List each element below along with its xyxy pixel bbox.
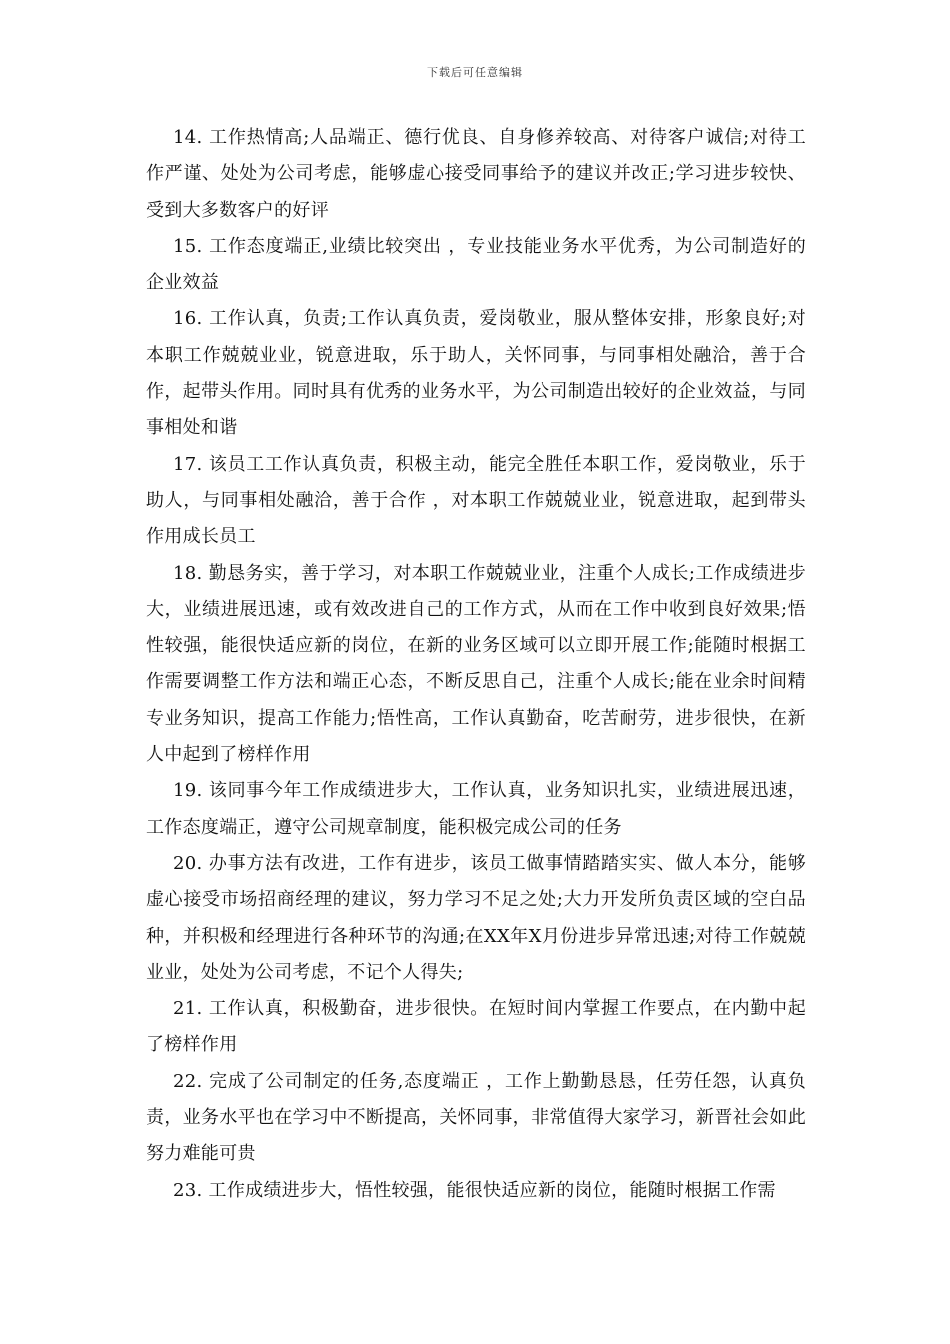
paragraph-14: 14. 工作热情高;人品端正、德行优良、自身修养较高、对待客户诚信;对待工作严谨、处处为公司考虑，能够虚心接受同事给予的建议并改正;学习进步较快、受到大多数客户的好评 (146, 127, 806, 221)
page-header: 下载后可任意编辑 (427, 66, 523, 79)
paragraph-21: 21. 工作认真，积极勤奋，进步很快。在短时间内掌握工作要点，在内勤中起了榜样作用 (146, 998, 806, 1056)
paragraph-18: 18. 勤恳务实，善于学习，对本职工作兢兢业业，注重个人成长;工作成绩进步大，业绩进展迅速，或有效改进自己的工作方式，从而在工作中收到良好效果;悟性较强，能很快适应新的岗位，在新的业务区域可以立即开展工作;能随时根据工作需要调整工作方法和端正心态，不断反思自己，注重个人成长;能在业余时间精专业务知识，提高工作能力;悟性高，工作认真勤奋，吃苦耐劳，进步很快，在新人中起到了榜样作用 (146, 562, 806, 766)
paragraph-17: 17. 该员工工作认真负责，积极主动，能完全胜任本职工作，爱岗敬业，乐于助人，与同事相处融洽，善于合作 ，对本职工作兢兢业业，锐意进取，起到带头作用成长员工 (146, 453, 806, 548)
paragraph-16: 16. 工作认真，负责;工作认真负责，爱岗敬业，服从整体安排，形象良好;对本职工作兢兢业业，锐意进取，乐于助人，关怀同事，与同事相处融洽，善于合作，起带头作用。同时具有优秀的业务水平，为公司制造出较好的企业效益，与同事相处和谐 (146, 308, 806, 439)
paragraph-20: 20. 办事方法有改进，工作有进步，该员工做事情踏踏实实、做人本分，能够虚心接受市场招商经理的建议，努力学习不足之处;大力开发所负责区域的空白品种，并积极和经理进行各种环节的沟通;在XX年X月份进步异常迅速;对待工作兢兢业业，处处为公司考虑，不记个人得失; (146, 852, 806, 983)
paragraph-15: 15. 工作态度端正,业绩比较突出 ，专业技能业务水平优秀，为公司制造好的企业效益 (146, 235, 806, 294)
paragraph-22: 22. 完成了公司制定的任务,态度端正 ，工作上勤勤恳恳，任劳任怨，认真负责，业务水平也在学习中不断提高，关怀同事，非常值得大家学习，新晋社会如此努力难能可贵 (146, 1070, 806, 1165)
paragraph-23: 23. 工作成绩进步大，悟性较强，能很快适应新的岗位，能随时根据工作需 (173, 1179, 776, 1201)
document-body (146, 120, 806, 1209)
paragraph-19: 19. 该同事今年工作成绩进步大，工作认真，业务知识扎实，业绩进展迅速，工作态度端正，遵守公司规章制度，能积极完成公司的任务 (146, 780, 806, 838)
